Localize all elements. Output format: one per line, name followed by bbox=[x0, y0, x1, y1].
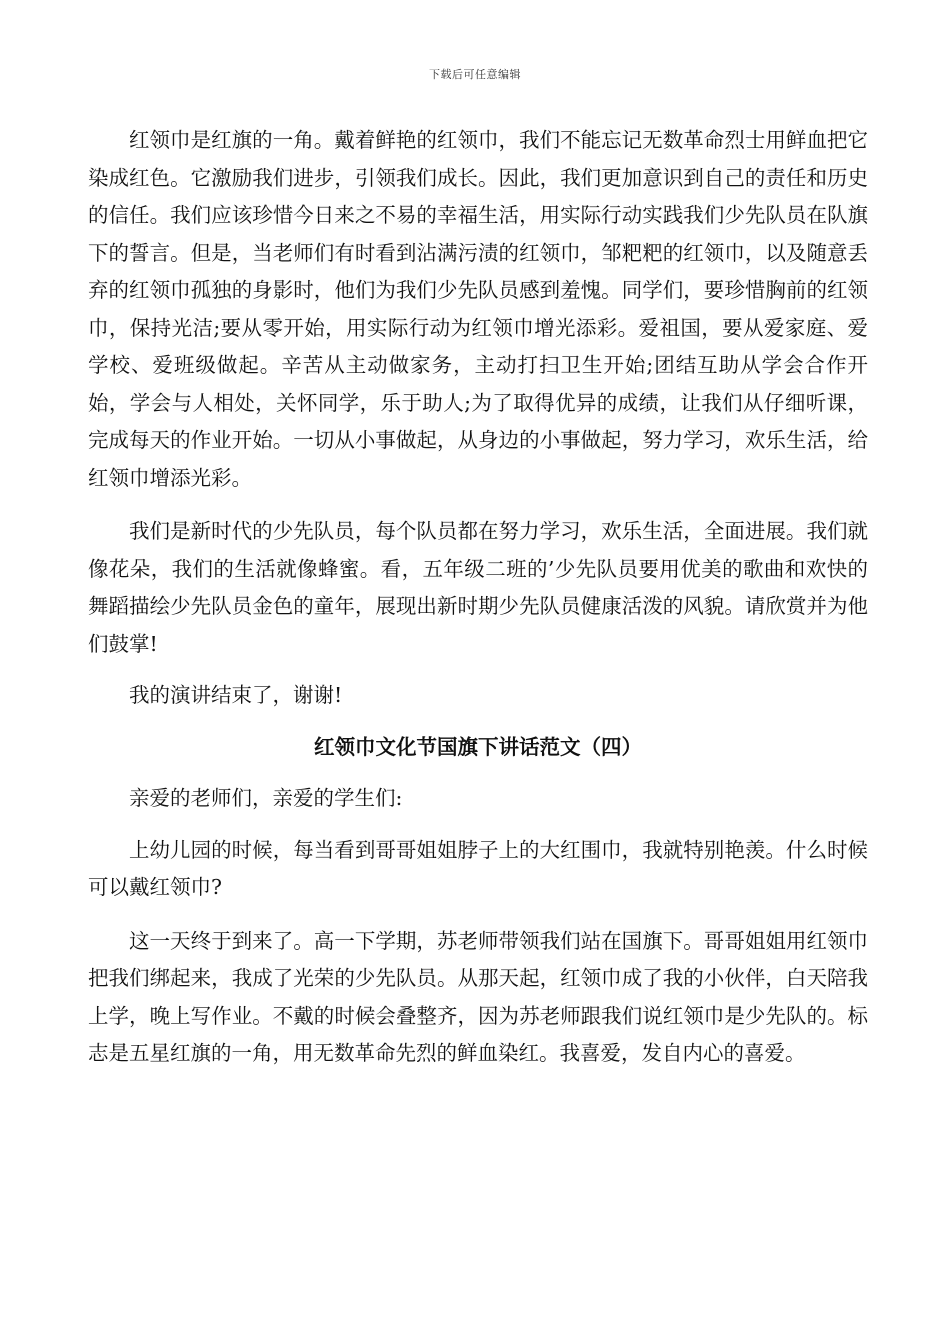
paragraph-red-scarf-meaning: 红领巾是红旗的一角。戴着鲜艳的红领巾，我们不能忘记无数革命烈士用鲜血把它染成红色。它激励我们进步，引领我们成长。因此，我们更加意识到自己的责任和历史的信任。我们应该珍惜今日来之不易的幸福生活，用实际行动实践我们少先队员在队旗下的誓言。但是，当老师们有时看到沾满污渍的红领巾，邹粑粑的红领巾，以及随意丢弃的红领巾孤独的身影时，他们为我们少先队员感到羞愧。同学们，要珍惜胸前的红领巾，保持光洁;要从零开始，用实际行动为红领巾增光添彩。爱祖国，要从爱家庭、爱学校、爱班级做起。辛苦从主动做家务，主动打扫卫生开始;团结互助从学会合作开始，学会与人相处，关怀同学，乐于助人;为了取得优异的成绩，让我们从仔细听课，完成每天的作业开始。一切从小事做起，从身边的小事做起，努力学习，欢乐生活，给红领巾增添光彩。 bbox=[88, 128, 868, 490]
paragraph-kindergarten-memory: 上幼儿园的时候，每当看到哥哥姐姐脖子上的大红围巾，我就特别艳羡。什么时候可以戴红领巾? bbox=[88, 837, 868, 899]
paragraph-joining-pioneers: 这一天终于到来了。高一下学期，苏老师带领我们站在国旗下。哥哥姐姐用红领巾把我们绑起来，我成了光荣的少先队员。从那天起，红领巾成了我的小伙伴，白天陪我上学，晚上写作业。不戴的时候会叠整齐，因为苏老师跟我们说红领巾是少先队的。标志是五星红旗的一角，用无数革命先烈的鲜血染红。我喜爱，发自内心的喜爱。 bbox=[88, 928, 868, 1065]
section-title: 红领巾文化节国旗下讲话范文（四） bbox=[314, 734, 642, 759]
header-note: 下载后可任意编辑 bbox=[429, 68, 521, 81]
paragraph-speech-ending: 我的演讲结束了，谢谢! bbox=[129, 683, 343, 707]
document-body bbox=[88, 122, 868, 1073]
paragraph-greeting: 亲爱的老师们，亲爱的学生们: bbox=[129, 786, 403, 810]
paragraph-new-era-pioneers: 我们是新时代的少先队员，每个队员都在努力学习，欢乐生活，全面进展。我们就像花朵，我们的生活就像蜂蜜。看，五年级二班的’少先队员要用优美的歌曲和欢快的舞蹈描绘少先队员金色的童年，展现出新时期少先队员健康活泼的风貌。请欣赏并为他们鼓掌! bbox=[88, 519, 868, 656]
